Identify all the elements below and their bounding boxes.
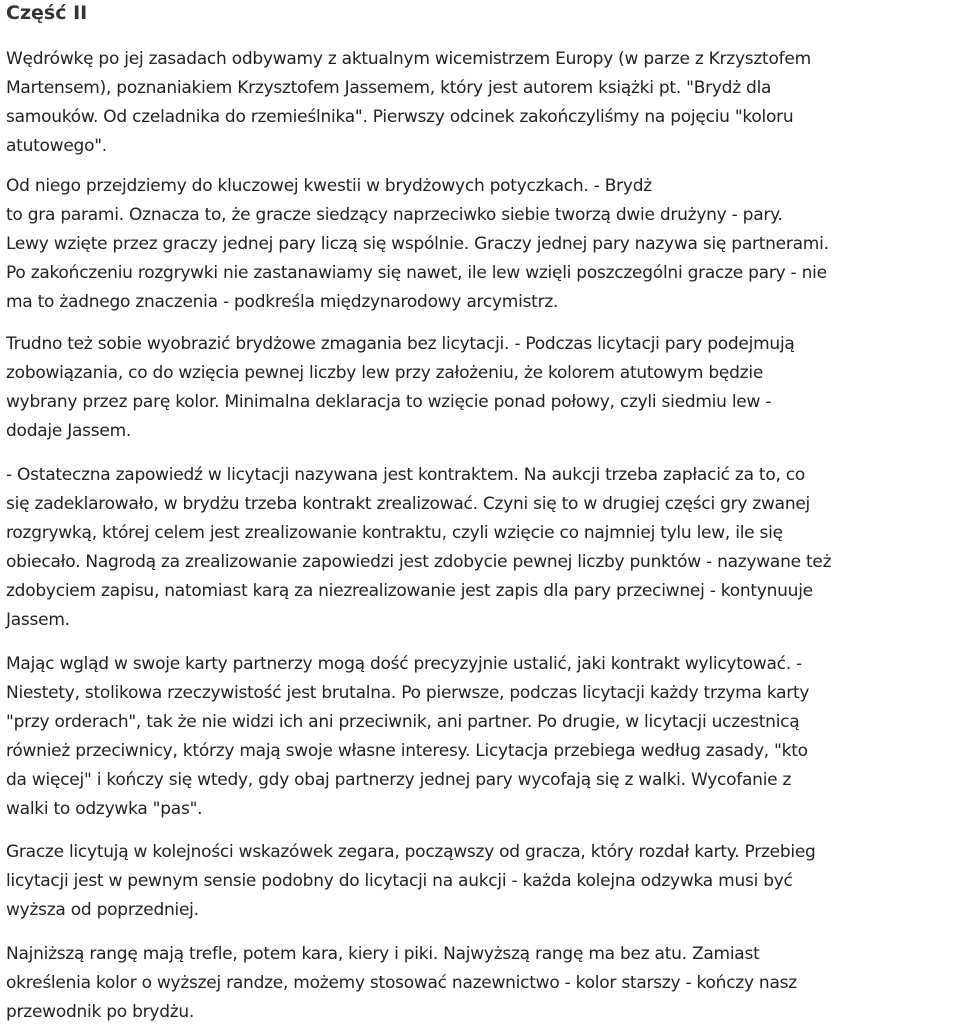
paragraph-line: licytacji jest w pewnym sensie podobny do licytacji na aukcji - każda kolejna odzywka musi być (6, 871, 793, 891)
paragraph-line: rozgrywką, której celem jest zrealizowanie kontraktu, czyli wzięcie co najmniej tylu lew, ile się (6, 523, 783, 543)
paragraph-2 (6, 172, 829, 317)
paragraph-line: dodaje Jassem. (6, 421, 132, 441)
paragraph-line: Martensem), poznaniakiem Krzysztofem Jassemem, który jest autorem książki pt. "Brydż dla (6, 78, 772, 98)
paragraph-1 (6, 45, 811, 161)
paragraph-line: walki to odzywka "pas". (6, 799, 203, 819)
paragraph-line: wyższa od poprzedniej. (6, 900, 199, 920)
paragraph-line: Jassem. (6, 610, 70, 630)
paragraph-line: również przeciwnicy, którzy mają swoje własne interesy. Licytacja przebiega według zasady, "kto (6, 741, 808, 761)
paragraph-line: się zadeklarowało, w brydżu trzeba kontrakt zrealizować. Czyni się to w drugiej części gry zwanej (6, 494, 811, 514)
paragraph-line: zobowiązania, co do wzięcia pewnej liczby lew przy założeniu, że kolorem atutowym będzie (6, 363, 764, 383)
paragraph-4 (6, 461, 831, 635)
paragraph-line: "przy orderach", tak że nie widzi ich ani przeciwnik, ani partner. Po drugie, w licytacji uczestnicą (6, 712, 800, 732)
paragraph-line: Najniższą rangę mają trefle, potem kara, kiery i piki. Najwyższą rangę ma bez atu. Zamiast (6, 944, 760, 964)
paragraph-line: określenia kolor o wyższej randze, możemy stosować nazewnictwo - kolor starszy - kończy nasz (6, 973, 797, 993)
paragraph-line: atutowego". (6, 136, 107, 156)
paragraph-5 (6, 650, 809, 824)
paragraph-line: samouków. Od czeladnika do rzemieślnika". Pierwszy odcinek zakończyliśmy na pojęciu "koloru (6, 107, 794, 127)
paragraph-line: Mając wgląd w swoje karty partnerzy mogą dość precyzyjnie ustalić, jaki kontrakt wylicytować. - (6, 654, 802, 674)
paragraph-line: Niestety, stolikowa rzeczywistość jest brutalna. Po pierwsze, podczas licytacji każdy trzyma karty (6, 683, 810, 703)
paragraph-line: - Ostateczna zapowiedź w licytacji nazywana jest kontraktem. Na aukcji trzeba zapłacić za to, co (6, 465, 806, 485)
section-heading: Część II (6, 2, 88, 24)
paragraph-line: obiecało. Nagrodą za zrealizowanie zapowiedzi jest zdobycie pewnej liczby punktów - nazywane też (6, 552, 832, 572)
paragraph-3 (6, 330, 795, 446)
paragraph-line: Trudno też sobie wyobrazić brydżowe zmagania bez licytacji. - Podczas licytacji pary podejmują (6, 334, 795, 354)
paragraph-line: ma to żadnego znaczenia - podkreśla międzynarodowy arcymistrz. (6, 292, 559, 312)
paragraph-line: zdobyciem zapisu, natomiast karą za niezrealizowanie jest zapis dla pary przeciwnej - kontynuuje (6, 581, 813, 601)
paragraph-line: da więcej" i kończy się wtedy, gdy obaj partnerzy jednej pary wycofają się z walki. Wycofanie z (6, 770, 792, 790)
paragraph-line: przewodnik po brydżu. (6, 1002, 195, 1022)
paragraph-line: Gracze licytują w kolejności wskazówek zegara, począwszy od gracza, który rozdał karty. Przebieg (6, 842, 816, 862)
paragraph-line: to gra parami. Oznacza to, że gracze siedzący naprzeciwko siebie tworzą dwie drużyny - pary. (6, 205, 783, 225)
paragraph-line: Wędrówkę po jej zasadach odbywamy z aktualnym wicemistrzem Europy (w parze z Krzysztofem (6, 49, 811, 69)
paragraph-line: Po zakończeniu rozgrywki nie zastanawiamy się nawet, ile lew wzięli poszczególni gracze pary - nie (6, 263, 827, 283)
paragraph-6 (6, 838, 816, 925)
paragraph-line: Lewy wzięte przez graczy jednej pary liczą się wspólnie. Graczy jednej pary nazywa się partnerami. (6, 234, 829, 254)
paragraph-7 (6, 940, 797, 1027)
paragraph-line: wybrany przez parę kolor. Minimalna deklaracja to wzięcie ponad połowy, czyli siedmiu lew - (6, 392, 772, 412)
paragraph-line: Od niego przejdziemy do kluczowej kwestii w brydżowych potyczkach. - Brydż (6, 176, 652, 196)
